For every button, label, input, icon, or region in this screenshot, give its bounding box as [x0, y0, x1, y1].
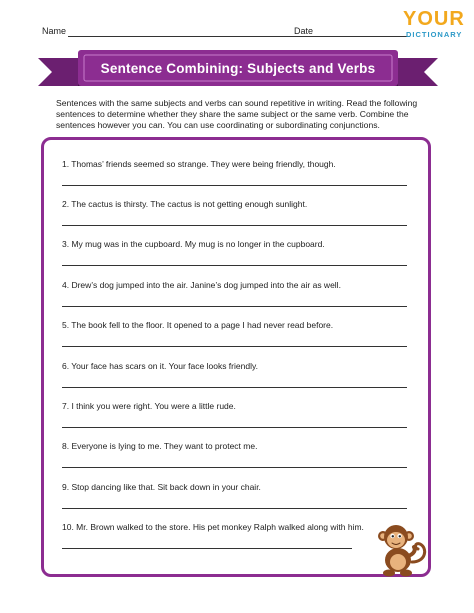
answer-line[interactable]: [62, 508, 407, 509]
exercise-sentence: 3. My mug was in the cupboard. My mug is no longer in the cupboard.: [62, 239, 325, 249]
answer-line[interactable]: [62, 185, 407, 186]
exercise-item: [62, 319, 414, 359]
exercise-item: [62, 521, 414, 561]
exercise-sentence: 1. Thomas’ friends seemed so strange. They were being friendly, though.: [62, 159, 336, 169]
exercise-sentence: 7. I think you were right. You were a little rude.: [62, 401, 236, 411]
answer-line[interactable]: [62, 306, 407, 307]
date-line[interactable]: [316, 36, 410, 37]
exercise-box: [41, 137, 431, 577]
page-title: Sentence Combining: Subjects and Verbs: [100, 61, 376, 76]
name-line[interactable]: [68, 36, 330, 37]
exercise-item: [62, 198, 414, 238]
exercise-sentence: 8. Everyone is lying to me. They want to protect me.: [62, 441, 258, 451]
answer-line[interactable]: [62, 548, 352, 549]
answer-line[interactable]: [62, 225, 407, 226]
your-dictionary-logo: [400, 8, 466, 48]
answer-line[interactable]: [62, 427, 407, 428]
title-banner: [38, 46, 438, 94]
logo-your-text: YOUR: [403, 8, 465, 30]
exercise-item: [62, 400, 414, 440]
answer-line[interactable]: [62, 265, 407, 266]
monkey-illustration: [368, 518, 430, 580]
date-label: Date: [294, 26, 314, 36]
exercise-item: [62, 158, 414, 198]
answer-line[interactable]: [62, 346, 407, 347]
exercise-sentence: 4. Drew’s dog jumped into the air. Janine’s dog jumped into the air as well.: [62, 280, 341, 290]
exercise-sentence: 5. The book fell to the floor. It opened to a page I had never read before.: [62, 320, 334, 330]
logo-dictionary-text: DICTIONARY: [406, 30, 463, 39]
answer-line[interactable]: [62, 387, 407, 388]
exercise-sentence: 10. Mr. Brown walked to the store. His pet monkey Ralph walked along with him.: [62, 522, 364, 532]
exercise-item: [62, 360, 414, 400]
answer-line[interactable]: [62, 467, 407, 468]
instructions-paragraph: Sentences with the same subjects and verbs can sound repetitive in writing. Read the following sentences to determine whether they share the same subject or the same verb. Combine the sentences however you can. You can use coordinating or subordinating conjunctions.: [56, 98, 418, 130]
exercise-sentence: 9. Stop dancing like that. Sit back down in your chair.: [62, 482, 261, 492]
name-label: Name: [42, 26, 67, 36]
exercise-item: [62, 481, 414, 521]
exercise-sentence: 6. Your face has scars on it. Your face looks friendly.: [62, 361, 258, 371]
exercise-sentence: 2. The cactus is thirsty. The cactus is not getting enough sunlight.: [62, 199, 308, 209]
exercise-item: [62, 238, 414, 278]
exercise-item: [62, 279, 414, 319]
exercise-item: [62, 440, 414, 480]
